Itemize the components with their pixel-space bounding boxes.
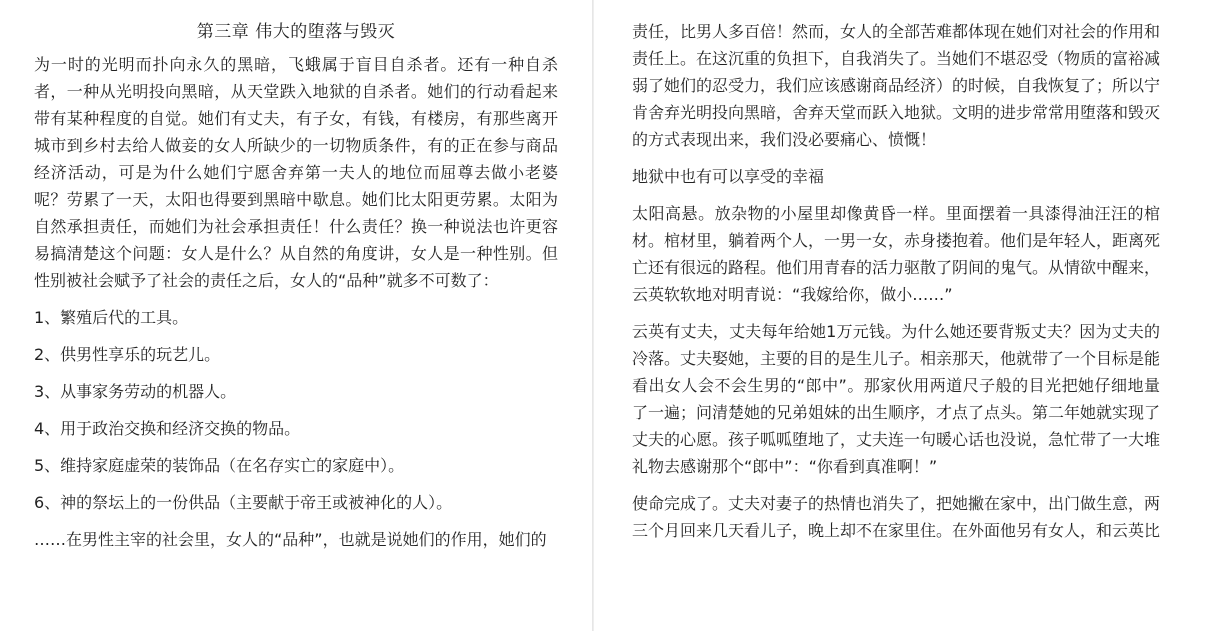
right-paragraph-1: 责任，比男人多百倍！然而，女人的全部苦难都体现在她们对社会的作用和责任上。在这沉重的负担下，自我消失了。当她们不堪忍受（物质的富裕减弱了她们的忍受力，我们应该感谢商品经济）的时候，自我恢复了；所以宁肯舍弃光明投向黑暗，舍弃天堂而跃入地狱。文明的进步常常用堕落和毁灭的方式表现出来，我们没必要痛心、愤慨！ <box>632 22 1161 149</box>
list-item-5: 5、维持家庭虚荣的装饰品（在名存实亡的家庭中）。 <box>34 456 405 475</box>
right-page <box>594 0 1210 631</box>
left-paragraph-2: ……在男性主宰的社会里，女人的“品种”，也就是说她们的作用，她们的 <box>34 530 547 549</box>
right-paragraph-4: 使命完成了。丈夫对妻子的热情也消失了，把她撇在家中，出门做生意，两三个月回来几天看儿子，晚上却不在家里住。在外面他另有女人，和云英比 <box>632 494 1161 540</box>
right-paragraph-2: 太阳高悬。放杂物的小屋里却像黄昏一样。里面摆着一具漆得油汪汪的棺材。棺材里，躺着两个人，一男一女，赤身搂抱着。他们是年轻人，距离死亡还有很远的路程。他们用青春的活力驱散了阴间的鬼气。从情欲中醒来，云英软软地对明青说：“我嫁给你，做小……” <box>632 204 1161 304</box>
list-item-3: 3、从事家务劳动的机器人。 <box>34 382 237 401</box>
section-heading: 地狱中也有可以享受的幸福 <box>632 167 825 186</box>
right-paragraph-3: 云英有丈夫，丈夫每年给她1万元钱。为什么她还要背叛丈夫？因为丈夫的冷落。丈夫娶她，主要的目的是生儿子。相亲那天，他就带了一个目标是能看出女人会不会生男的“郎中”。那家伙用两道尺子般的目光把她仔细地量了一遍；问清楚她的兄弟姐妹的出生顺序，才点了点头。第二年她就实现了丈夫的心愿。孩子呱呱堕地了，丈夫连一句暖心话也没说，急忙带了一大堆礼物去感谢那个“郎中”：“你看到真准啊！” <box>632 322 1161 476</box>
list-item-1: 1、繁殖后代的工具。 <box>34 308 189 327</box>
list-item-6: 6、神的祭坛上的一份供品（主要献于帝王或被神化的人）。 <box>34 493 453 512</box>
chapter-title: 第三章 伟大的堕落与毁灭 <box>196 22 396 42</box>
list-item-2: 2、供男性享乐的玩艺儿。 <box>34 345 221 364</box>
left-page <box>0 0 592 631</box>
list-item-4: 4、用于政治交换和经济交换的物品。 <box>34 419 301 438</box>
left-paragraph-1: 为一时的光明而扑向永久的黑暗，飞蛾属于盲目自杀者。还有一种自杀者，一种从光明投向黑暗，从天堂跌入地狱的自杀者。她们的行动看起来带有某种程度的自觉。她们有丈夫，有子女，有钱，有楼房，有那些离开城市到乡村去给人做妾的女人所缺少的一切物质条件，有的正在参与商品经济活动，可是为什么她们宁愿舍弃第一夫人的地位而屈尊去做小老婆呢？劳累了一天，太阳也得要到黑暗中歇息。她们比太阳更劳累。太阳为自然承担责任，而她们为社会承担责任！什么责任？换一种说法也许更容易搞清楚这个问题：女人是什么？从自然的角度讲，女人是一种性别。但性别被社会赋予了社会的责任之后，女人的“品种”就多不可数了： <box>34 55 558 290</box>
